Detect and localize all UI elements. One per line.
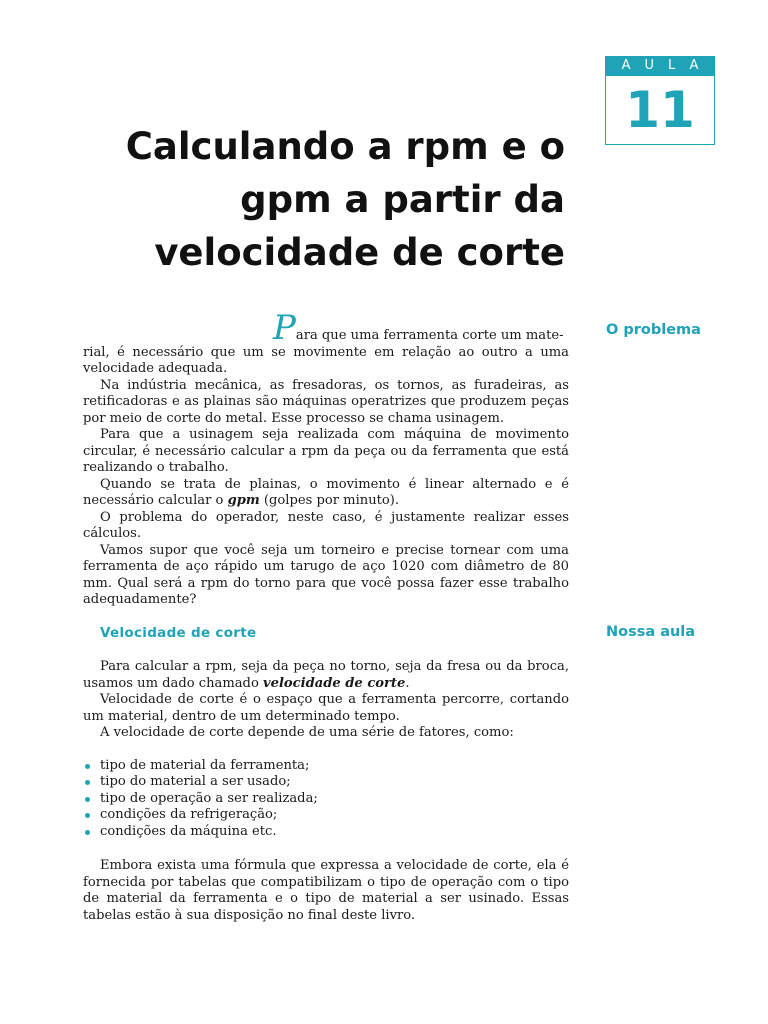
paragraph-4-b: (golpes por minuto). [259,493,400,508]
list-item-text: tipo do material a ser usado; [100,774,291,789]
bullet-dot-icon [85,797,90,802]
lesson-badge [605,56,715,145]
side-label-nossa-aula: Nossa aula [606,624,696,640]
list-item-text: tipo de material da ferramenta; [100,757,310,773]
section-problema [83,308,569,609]
paragraph-5: O problema do operador, neste caso, é justamente realizar esses cálculos. [83,509,569,541]
bullet-dot-icon [85,830,90,835]
list-item [83,774,569,791]
paragraph-10: Embora exista uma fórmula que expressa a velocidade de corte, ela é fornecida por tabelas que compatibilizam o tipo de operação com o tipo de material da ferramenta e o tipo de material a ser usinado. Essas tabelas estão à sua disposição no final deste livro. [83,858,569,923]
lesson-badge-label: AULA [605,56,715,76]
paragraph-4 [83,477,569,510]
list-item-text: condições da máquina etc. [100,823,277,839]
paragraph-7-a: Para calcular a rpm, seja da peça no torno, seja da fresa ou da broca, usamos um dado chamado [83,659,569,691]
paragraph-6: Vamos supor que você seja um torneiro e precise tornear com uma ferramenta de aço rápido um tarugo de aço 1020 com diâmetro de 80 mm. Qual será a rpm do torno para que você possa fazer esse trabalho adequadamente? [83,542,569,607]
list-item [83,791,569,808]
lesson-number: 11 [605,76,715,145]
list-item [83,824,569,841]
page-title [95,120,565,279]
term-velocidade-de-corte: velocidade de corte [263,675,406,691]
list-item-text: tipo de operação a ser realizada; [100,790,318,806]
paragraph-1-start: ara que uma ferramenta corte um mate- [295,328,564,343]
paragraph-4-a: Quando se trata de plainas, o movimento é linear alternado e é necessário calcular o [83,476,569,508]
bullet-dot-icon [85,764,90,769]
bullet-dot-icon [85,813,90,818]
list-item-text: condições da refrigeração; [100,807,278,822]
paragraph-7 [83,659,569,692]
paragraph-1: rial, é necessário que um se movimente em relação ao outro a uma velocidade adequada. [83,344,569,376]
paragraph-1-first-line [83,308,569,348]
list-item [83,758,569,775]
title-line-3: velocidade de corte [154,231,565,274]
paragraph-8: Velocidade de corte é o espaço que a ferramenta percorre, cortando um material, dentro de um determinado tempo. [83,692,569,724]
paragraph-9: A velocidade de corte depende de uma série de fatores, como: [100,725,514,740]
factors-list [83,758,569,841]
section-nossa-aula [83,659,569,924]
paragraph-3: Para que a usinagem seja realizada com máquina de movimento circular, é necessário calcular a rpm da peça ou da ferramenta que está realizando o trabalho. [83,427,569,475]
paragraph-7-b: . [405,675,410,691]
section-heading-velocidade: Velocidade de corte [100,625,257,641]
term-gpm: gpm [227,493,260,508]
list-item [83,807,569,824]
title-line-1: Calculando a rpm e o [125,125,565,168]
paragraph-2: Na indústria mecânica, as fresadoras, os tornos, as furadeiras, as retificadoras e as plainas são máquinas operatrizes que produzem peças por meio de corte do metal. Esse processo se chama usinagem. [83,377,569,426]
side-label-problema: O problema [606,322,701,338]
drop-cap: P [273,308,296,348]
title-line-2: gpm a partir da [240,178,565,221]
bullet-dot-icon [85,780,90,785]
